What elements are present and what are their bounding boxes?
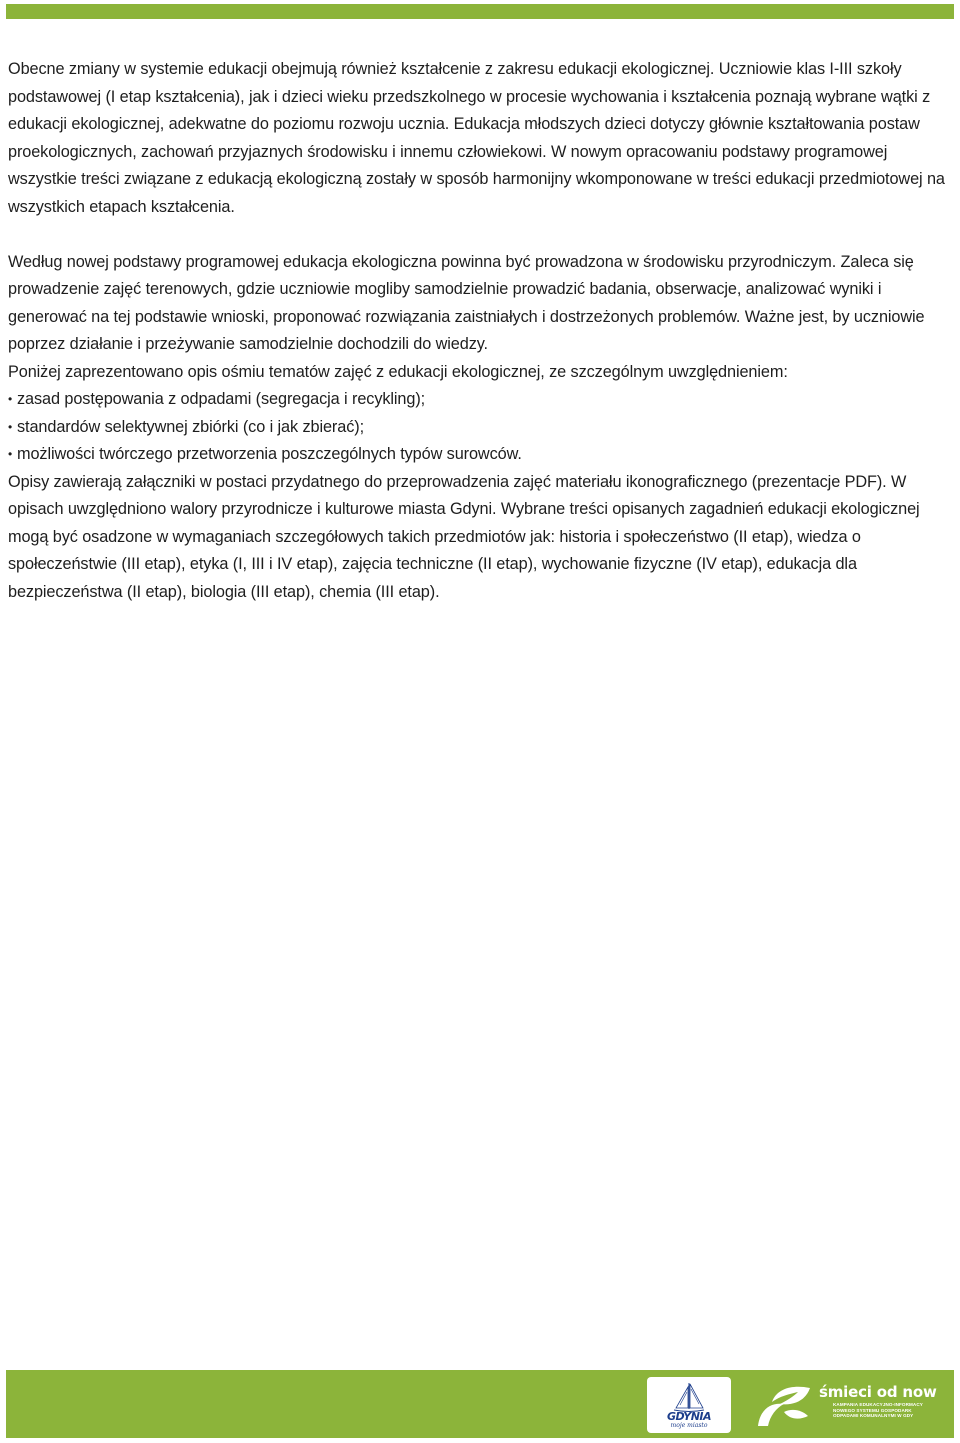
leaf-icon — [754, 1382, 814, 1430]
gdynia-logo — [647, 1377, 731, 1433]
paragraph-topics-intro: Poniżej zaprezentowano opis ośmiu tematów zajęć z edukacji ekologicznej, ze szczególnym uwzględnieniem: — [8, 362, 788, 381]
footer-bar — [6, 1370, 954, 1438]
campaign-brand — [819, 1382, 959, 1419]
bullet-icon: • — [8, 447, 13, 461]
bullet-icon: • — [8, 392, 13, 406]
brand-tagline-line: NOWEGO SYSTEMU GOSPODARK — [833, 1407, 912, 1413]
brand-name: śmieci od now — [819, 1383, 937, 1401]
paragraph-intro: Obecne zmiany w systemie edukacji obejmują również kształcenie z zakresu edukacji ekologicznej. Uczniowie klas I-III szkoły podstawowej (I etap kształcenia), jak i dzieci wieku przedszkolnego w procesie wychowania i kształcenia poznają wybrane wątki z edukacji ekologicznej, adekwatne do poziomu rozwoju ucznia. Edukacja młodszych dzieci dotyczy głównie kształtowania postaw proekologicznych, zachowań przyjaznych środowisku i innemu człowiekowi. W nowym opracowaniu podstawy programowej wszystkie treści związane z edukacją ekologiczną zostały w sposób harmonijny wkomponowane w treści edukacji przedmiotowej na wszystkich etapach kształcenia. — [8, 60, 945, 216]
paragraph-attachments: Opisy zawierają załączniki w postaci przydatnego do przeprowadzenia zajęć materiału ikonograficznego (prezentacje PDF). W opisach uwzględniono walory przyrodnicze i kulturowe miasta Gdyni. Wybrane treści opisanych zagadnień edukacji ekologicznej mogą być osadzone w wymaganiach szczegółowych takich przedmiotów jak: historia i społeczeństwo (II etap), wiedza o społeczeństwie (III etap), etyka (I, III i IV etap), zajęcia techniczne (II etap), wychowanie fizyczne (IV etap), edukacja dla bezpieczeństwa (II etap), biologia (III etap), chemia (III etap). — [8, 472, 920, 601]
topics-list — [8, 386, 954, 469]
brand-tagline-line: ODPADAMI KOMUNALNYMI W GDY — [833, 1413, 914, 1419]
list-item — [8, 414, 954, 442]
list-item — [8, 441, 954, 469]
bullet-icon: • — [8, 419, 13, 434]
list-item-text: zasad postępowania z odpadami (segregacja i recykling); — [17, 390, 426, 408]
list-item — [8, 386, 954, 414]
gdynia-wordmark: GDYNIA — [666, 1410, 712, 1423]
brand-tagline-line: KAMPANIA EDUKACYJNO-INFORMACY — [833, 1402, 923, 1407]
paragraph-core-curriculum: Według nowej podstawy programowej edukacja ekologiczna powinna być prowadzona w środowisku przyrodniczym. Zaleca się prowadzenie zajęć terenowych, gdzie uczniowie mogliby samodzielnie prowadzić badania, obserwacje, analizować wyniki i generować na tej podstawie wnioski, proponować rozwiązania zaistniałych i dostrzeżonych problemów. Ważne jest, by uczniowie poprzez działanie i przeżywanie samodzielnie dochodzili do wiedzy. — [8, 252, 925, 353]
gdynia-tagline: moje miasto — [670, 1422, 708, 1429]
list-item-text: możliwości twórczego przetworzenia poszczególnych typów surowców. — [17, 445, 522, 463]
document-body — [8, 56, 954, 606]
top-accent-bar — [6, 4, 954, 19]
list-item-text: standardów selektywnej zbiórki (co i jak zbierać); — [17, 417, 364, 436]
